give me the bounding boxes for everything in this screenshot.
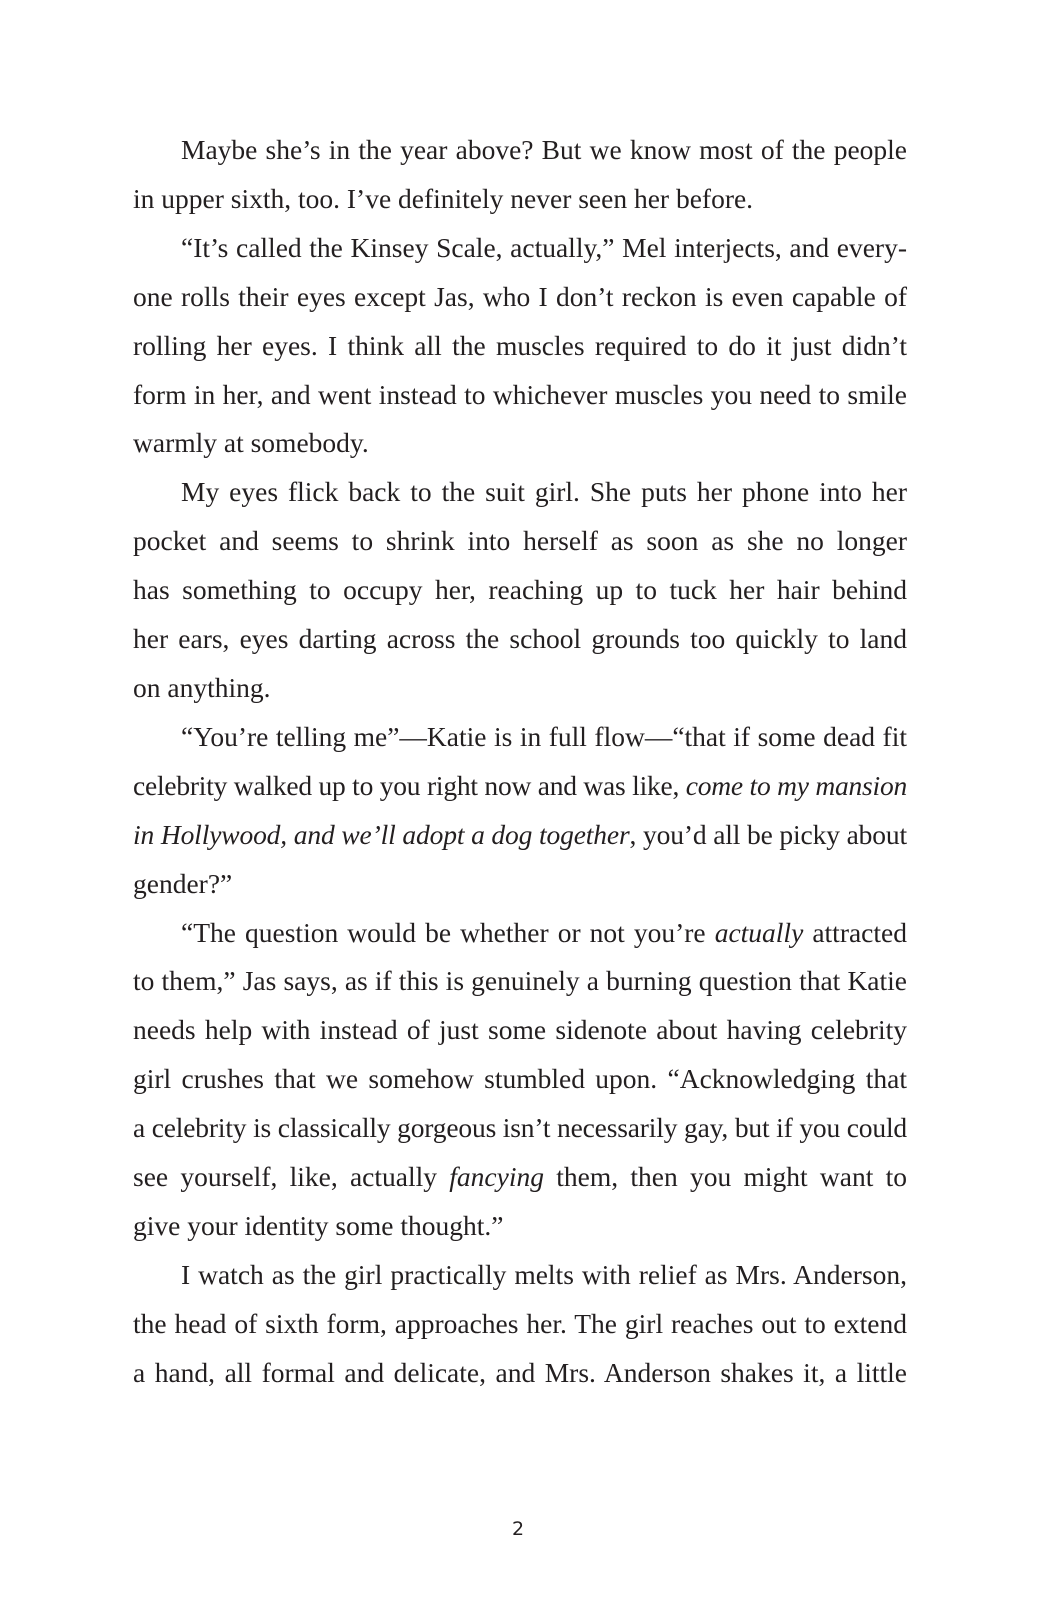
text-run: warmly at somebody. <box>133 427 369 459</box>
text-run: them, then you might want to <box>543 1161 907 1193</box>
italic-run: actually <box>714 916 804 948</box>
text-run: pocket and seems to shrink into herself as soon as she no longer <box>133 525 907 557</box>
text-run: on anything. <box>133 671 271 703</box>
text-run: her ears, eyes darting across the school grounds too quickly to land <box>133 623 907 655</box>
text-line <box>133 419 907 468</box>
text-line <box>133 957 907 1006</box>
text-line <box>133 860 907 909</box>
text-run: see yourself, like, actually <box>133 1161 450 1193</box>
text-line <box>133 1202 907 1251</box>
text-run: “You’re telling me”—Katie is in full flow—“that if some dead fit <box>181 720 907 752</box>
text-run: “It’s called the Kinsey Scale, actually,” Mel interjects, and every- <box>181 231 907 263</box>
text-run: needs help with instead of just some sidenote about having celebrity <box>133 1014 907 1046</box>
text-line <box>133 1006 907 1055</box>
text-line <box>133 126 907 175</box>
text-line <box>133 615 907 664</box>
text-line <box>133 1349 907 1398</box>
text-run: one rolls their eyes except Jas, who I don’t reckon is even capable of <box>133 280 907 312</box>
italic-run: in Hollywood, and we’ll adopt a dog together <box>133 818 630 850</box>
text-line <box>133 762 907 811</box>
text-run: to them,” Jas says, as if this is genuinely a burning question that Katie <box>133 965 907 997</box>
text-run: form in her, and went instead to whichever muscles you need to smile <box>133 378 907 410</box>
text-run: in upper sixth, too. I’ve definitely never seen her before. <box>133 182 754 214</box>
text-run: attracted <box>803 916 907 948</box>
text-run: celebrity walked up to you right now and was like, <box>133 769 686 801</box>
italic-run: fancying <box>449 1161 544 1193</box>
text-line <box>133 468 907 517</box>
text-run: a celebrity is classically gorgeous isn’t necessarily gay, but if you could <box>133 1112 907 1144</box>
text-line <box>133 371 907 420</box>
text-run: has something to occupy her, reaching up to tuck her hair behind <box>133 574 907 606</box>
text-run: gender?” <box>133 867 233 899</box>
text-line <box>133 1300 907 1349</box>
text-line <box>133 224 907 273</box>
text-line <box>133 664 907 713</box>
text-run: the head of sixth form, approaches her. The girl reaches out to extend <box>133 1307 907 1339</box>
text-line <box>133 909 907 958</box>
text-line <box>133 566 907 615</box>
text-line <box>133 517 907 566</box>
text-line <box>133 1153 907 1202</box>
page-number: 2 <box>511 1518 525 1540</box>
text-run: Maybe she’s in the year above? But we know most of the people <box>181 134 907 165</box>
text-run: I watch as the girl practically melts with relief as Mrs. Anderson, <box>181 1258 907 1290</box>
text-run: , you’d all be picky about <box>629 818 907 850</box>
text-line <box>133 322 907 371</box>
text-run: rolling her eyes. I think all the muscles required to do it just didn’t <box>133 329 907 361</box>
text-line <box>133 175 907 224</box>
text-line <box>133 273 907 322</box>
text-run: My eyes flick back to the suit girl. She puts her phone into her <box>181 476 907 508</box>
text-line <box>133 713 907 762</box>
italic-run: come to my mansion <box>685 769 907 801</box>
text-line <box>133 1104 907 1153</box>
text-run: “The question would be whether or not you’re <box>181 916 715 948</box>
text-run: girl crushes that we somehow stumbled upon. “Acknowledging that <box>133 1063 907 1095</box>
text-run: give your identity some thought.” <box>133 1209 504 1241</box>
text-line <box>133 1251 907 1300</box>
body-text <box>133 126 907 1398</box>
text-line <box>133 811 907 860</box>
text-line <box>133 1055 907 1104</box>
text-run: a hand, all formal and delicate, and Mrs. Anderson shakes it, a little <box>133 1356 907 1388</box>
